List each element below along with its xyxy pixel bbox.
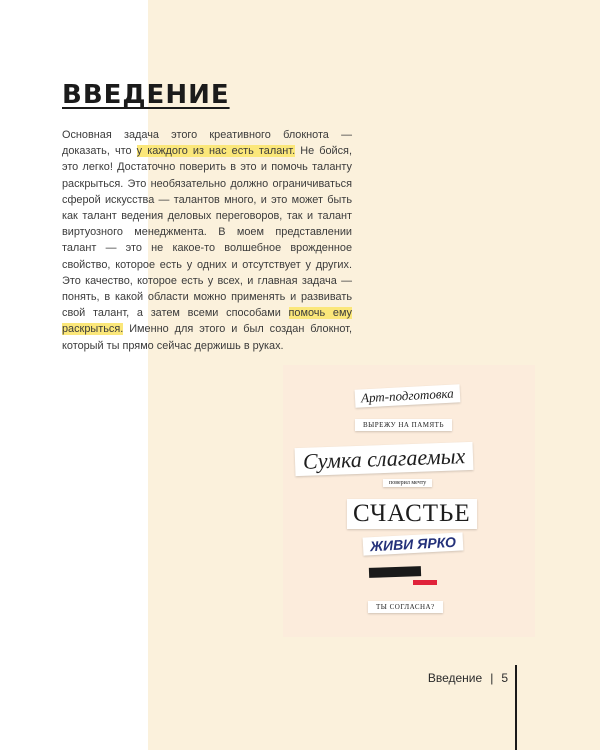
- paragraph-text: Именно для этого и был создан блокнот, который ты прямо сейчас держишь в руках.: [62, 323, 352, 352]
- page-footer: [428, 671, 508, 685]
- collage-clipping: ЖИВИ ЯРКО: [363, 532, 464, 555]
- highlighted-phrase: помочь ему раскрыться.: [62, 307, 352, 336]
- paragraph-text: Основная задача этого креативного блокнота — доказать, что: [62, 129, 352, 158]
- collage-clipping: ВЫРЕЖУ НА ПАМЯТЬ: [355, 419, 452, 431]
- footer-section-label: Введение: [427, 671, 483, 685]
- intro-paragraph: [62, 127, 352, 354]
- collage-clipping: ТЫ СОГЛАСНА?: [368, 601, 443, 613]
- page-margin-white: [0, 0, 148, 750]
- collage-image: [283, 365, 535, 637]
- footer-vertical-rule: [515, 665, 517, 750]
- highlighted-phrase: у каждого из нас есть талант.: [136, 145, 296, 158]
- collage-clipping: СЧАСТЬЕ: [347, 499, 477, 529]
- page-title: ВВЕДЕНИЕ: [62, 80, 230, 110]
- collage-clipping: Сумка слагаемых: [295, 442, 474, 476]
- footer-separator: |: [490, 671, 494, 685]
- collage-clipping: Арт-подготовка: [355, 384, 461, 407]
- collage-red-strip: [413, 580, 437, 585]
- paragraph-text: Не бойся, это легко! Достаточно поверить в это и помочь таланту раскрыться. Это необязательно должно ограничиваться сферой искусства — талантов много, и это может быть как талант ведения деловых переговоров, так и талант виртуозного менеджмента. В моем представлении талант — это не какое-то волшебное врожденное свойство, которое есть у одних и отсутствует у других. Это качество, которое есть у всех, и главная задача — понять, в какой области можно применять и развивать свой талант, а затем всеми способами: [62, 145, 352, 320]
- collage-black-strip: [369, 566, 421, 578]
- collage-clipping: поверил мечту: [383, 479, 432, 487]
- page-number: 5: [501, 671, 508, 685]
